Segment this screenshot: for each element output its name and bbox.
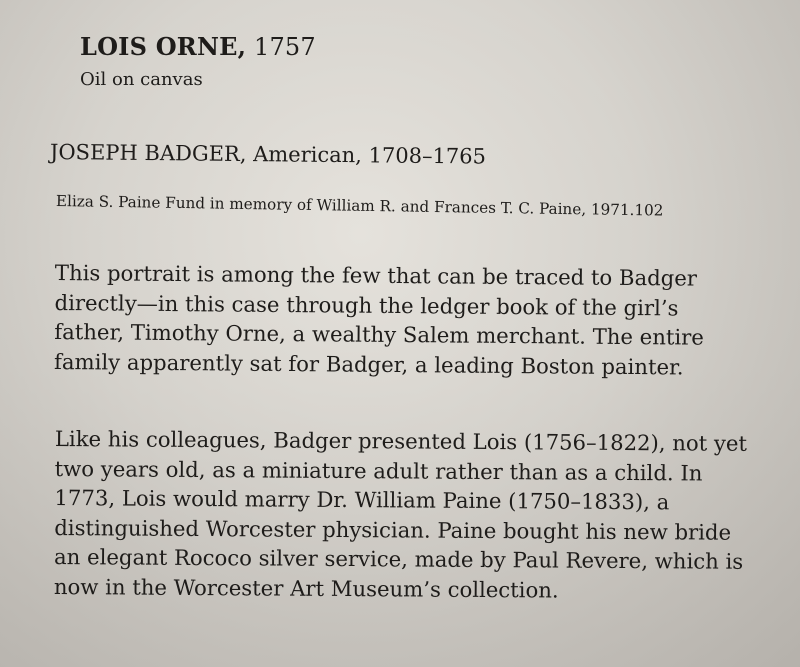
artwork-year: 1757: [246, 33, 316, 61]
artwork-medium: Oil on canvas: [80, 69, 203, 90]
paragraph-line: 1773, Lois would marry Dr. William Paine (1750–1833), a: [54, 484, 670, 515]
paragraph-line: two years old, as a miniature adult rather than as a child. In: [54, 455, 703, 486]
artist-line: [50, 140, 486, 169]
artwork-title-line: [80, 32, 316, 61]
paragraph-line: an elegant Rococo silver service, made by Paul Revere, which is: [53, 543, 744, 574]
description-paragraph-1: [54, 258, 705, 382]
paragraph-line: Like his colleagues, Badger presented Lois (1756–1822), not yet: [54, 425, 748, 456]
paragraph-line: distinguished Worcester physician. Paine bought his new bride: [54, 514, 732, 545]
description-paragraph-2: [54, 424, 747, 606]
artist-details: , American, 1708–1765: [239, 141, 487, 169]
artist-name: JOSEPH BADGER: [49, 140, 240, 166]
paragraph-line: father, Timothy Orne, a wealthy Salem merchant. The entire: [54, 318, 704, 350]
paragraph-line: directly—in this case through the ledger book of the girl’s: [54, 289, 679, 320]
paragraph-line: now in the Worcester Art Museum’s collection.: [53, 573, 559, 603]
paragraph-line: This portrait is among the few that can be traced to Badger: [54, 259, 698, 291]
credit-line: Eliza S. Paine Fund in memory of William R. and Frances T. C. Paine, 1971.102: [55, 192, 664, 220]
artwork-title: LOIS ORNE,: [80, 32, 247, 61]
paragraph-line: family apparently sat for Badger, a leading Boston painter.: [53, 348, 684, 379]
